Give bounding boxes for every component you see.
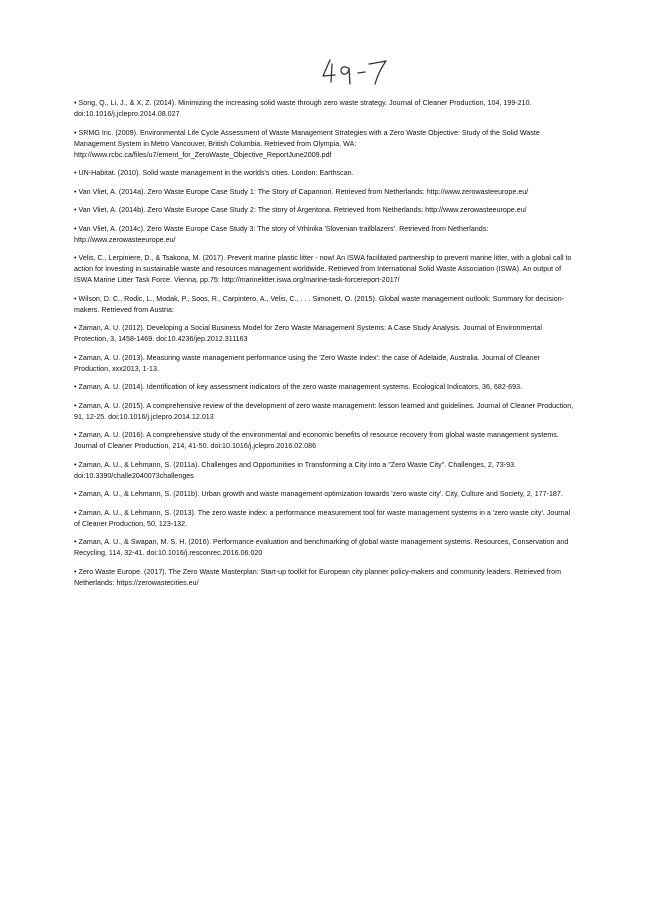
handwritten-page-number — [318, 54, 398, 88]
reference-entry: • Zaman, A. U., & Lehmann, S. (2011b). Urban growth and waste management optimization towards 'zero waste city'. City, Culture and Society, 2, 177-187. — [74, 490, 563, 498]
reference-entry: • Zaman, A. U. (2012). Developing a Social Business Model for Zero Waste Management Systems: A Case Study Analysis. Journal of Environmental Protection, 3, 1458-1469. doi:10.4236/jep.2012.311163 — [74, 324, 542, 343]
reference-entry: • Zaman, A. U., & Swapan, M. S. H. (2016). Performance evaluation and benchmarking of global waste management systems. Resources, Conservation and Recycling, 114, 32-41. doi:10.1016/j.resconrec.2016.06.020 — [74, 538, 569, 557]
reference-entry: • UN-Habitat. (2010). Solid waste management in the worlds's cities. London: Earthscan. — [74, 169, 354, 177]
reference-entry: • Wilson, D. C., Rodic, L., Modak, P., Soos, R., Carpintero, A., Velis, C., . . . Simonett, O. (2015). Global waste management outlook: Summary for decision-makers. Retrieved from Austria: — [74, 294, 565, 314]
handwritten-page-number-drawing — [318, 54, 398, 88]
reference-entry: • Song, Q., Li, J., & X, Z. (2014). Minimizing the increasing solid waste through zero waste strategy. Journal of Cleaner Production, 104, 199-210. doi:10.1016/j.jclepro.2014.08.027 — [74, 99, 532, 118]
reference-entry: • Zaman, A. U. (2016). A comprehensive study of the environmental and economic benefits of resource recovery from global waste management systems. Journal of Cleaner Production, 214, 41-50. doi:10.1016/j.jclepro.2016.02.086 — [74, 431, 559, 450]
reference-entry: • Zaman, A. U., & Lehmann, S. (2011a). Challenges and Opportunities in Transforming a City into a "Zero Waste City". Challenges, 2, 73-93. doi:10.3390/challe2040073challenges — [74, 460, 517, 480]
reference-entry: • Zaman, A. U., & Lehmann, S. (2013). The zero waste index: a performance measurement tool for waste management systems in a 'zero waste city'. Journal of Cleaner Production, 50, 123-132. — [74, 508, 571, 528]
reference-entry: • Zaman, A. U. (2013). Measuring waste management performance using the 'Zero Waste Index': the case of Adelaide, Australia. Journal of Cleaner Production, xxx2013, 1-13. — [74, 353, 540, 373]
reference-entry: • Velis, C., Lerpiniere, D., & Tsakona, M. (2017). Prevent marine plastic litter - now! An ISWA facilitated partnership to prevent marine litter, with a global call to action for investing in sustainable waste and resources management worldwide. Retrieved from International Solid Waste Association (ISWA). An output of ISWA Marine Litter Task Force. Vienna, pp.75: http://marinelitter.iswa.org/marine-task-forcereport-2017/ — [74, 254, 572, 284]
reference-entry: • Zero Waste Europe. (2017). The Zero Waste Masterplan: Start-up toolkit for European city planner policy-makers and community leaders. Retrieved from Netherlands: https://zerowastecities.eu/ — [74, 567, 562, 587]
reference-entry: • Van Vliet, A. (2014c). Zero Waste Europe Case Study 3: The story of Vrhinika 'Slovenian trailblazers'. Retrieved from Netherlands: http://www.zerowasteeurope.eu/ — [74, 224, 489, 244]
reference-entry: • Zaman, A. U. (2014). Identification of key assessment indicators of the zero waste management systems. Ecological Indicators, 36, 682-693. — [74, 383, 523, 391]
reference-entry: • Van Vliet, A. (2014a). Zero Waste Europe Case Study 1: The Story of Capannori. Retrieved from Netherlands: http://www.zerowasteeurope.eu/ — [74, 187, 529, 196]
reference-list — [74, 98, 574, 596]
reference-entry: • SRMG Inc. (2009). Environmental Life Cycle Assessment of Waste Management Strategies with a Zero Waste Objective: Study of the Solid Waste Management System in Metro Vancouver, British Columbia. Retrieved from Olympia, WA: http://www.rcbc.ca/files/u7/ement_for_ZeroWaste_Objective_ReportJune2009.pdf — [74, 128, 540, 159]
reference-entry: • Van Vliet, A. (2014b). Zero Waste Europe Case Study 2: The story of Argentona. Retrieved from Netherlands: http://www.zerowasteeurope.eu/ — [74, 206, 527, 214]
reference-entry: • Zaman, A. U. (2015). A comprehensive review of the development of zero waste management: lesson learned and guidelines. Journal of Cleaner Production, 91, 12-25. doi:10.1016/j.jclepro.2014.12.013 — [74, 401, 574, 421]
